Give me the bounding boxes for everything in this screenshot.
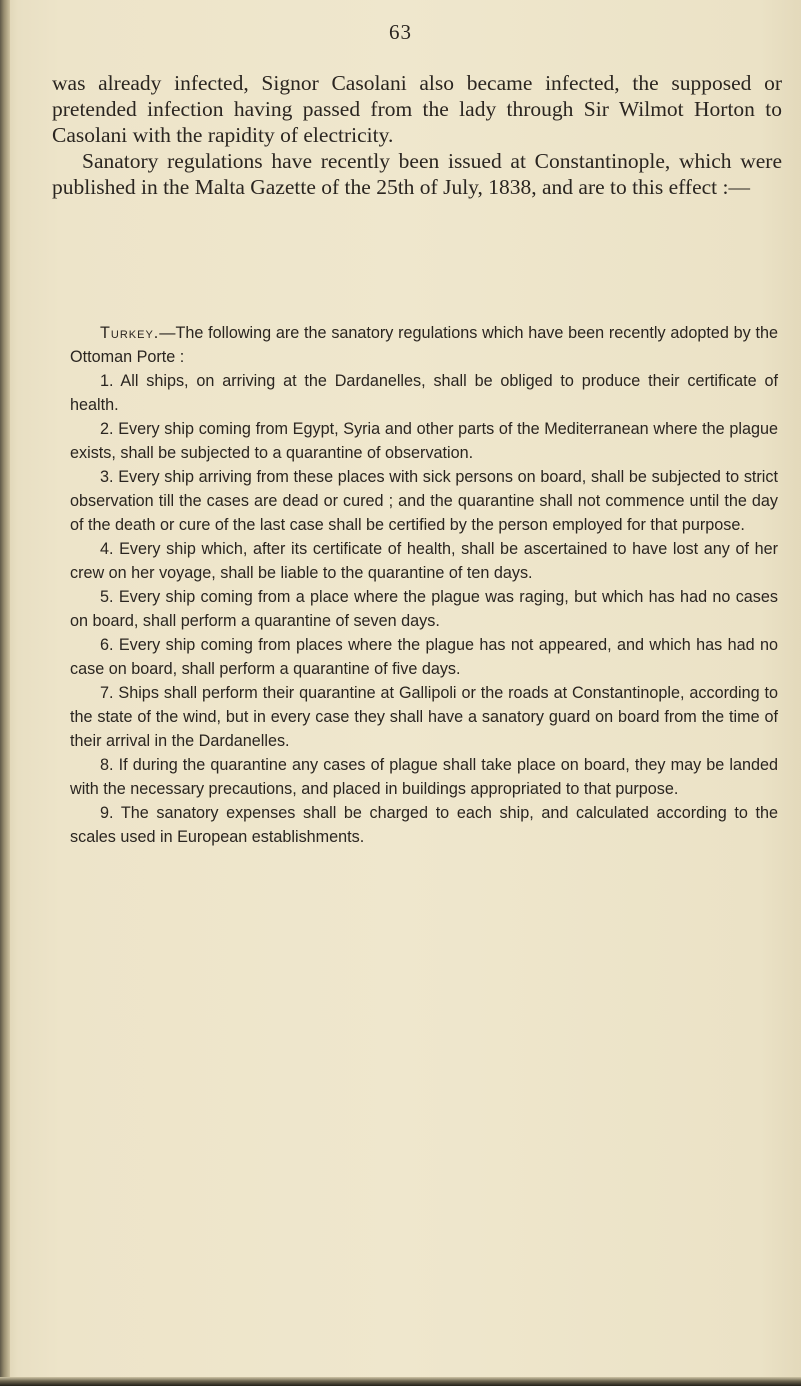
regulation-item: 2. Every ship coming from Egypt, Syria and other parts of the Mediterranean where the plague exists, shall be subjected to a quarantine of observation.: [70, 420, 778, 462]
regulation-item: 9. The sanatory expenses shall be charged to each ship, and calculated according to the scales used in European establishments.: [70, 804, 778, 846]
regulation-item: 5. Every ship coming from a place where the plague was raging, but which has had no cases on board, shall perform a quarantine of seven days.: [70, 588, 778, 630]
regulation-item: 4. Every ship which, after its certificate of health, shall be ascertained to have lost any of her crew on her voyage, shall be liable to the quarantine of ten days.: [70, 540, 778, 582]
intro-paragraph-2: Sanatory regulations have recently been issued at Constantinople, which were published in the Malta Gazette of the 25th of July, 1838, and are to this effect :—: [52, 149, 782, 199]
regulation-item: 8. If during the quarantine any cases of plague shall take place on board, they may be landed with the necessary precautions, and placed in buildings appropriated to that purpose.: [70, 756, 778, 798]
page-binding-edge: [0, 0, 10, 1386]
regulations-heading: Turkey.: [100, 324, 160, 342]
regulation-item: 1. All ships, on arriving at the Dardanelles, shall be obliged to produce their certificate of health.: [70, 372, 778, 414]
intro-paragraph-1: was already infected, Signor Casolani also became infected, the supposed or pretended infection having passed from the lady through Sir Wilmot Horton to Casolani with the rapidity of electricity.: [52, 71, 782, 147]
intro-text: [52, 70, 782, 200]
regulation-item: 7. Ships shall perform their quarantine at Gallipoli or the roads at Constantinople, according to the state of the wind, but in every case they shall have a sanatory guard on board from the time of their arrival in the Dardanelles.: [70, 684, 778, 750]
page-bottom-edge: [0, 1377, 801, 1386]
page-number: 63: [389, 20, 412, 44]
regulation-item: 3. Every ship arriving from these places with sick persons on board, shall be subjected to strict observation till the cases are dead or cured ; and the quarantine shall not commence until the day of the death or cure of the last case shall be certified by the person employed for that purpose.: [70, 468, 778, 534]
regulation-item: 6. Every ship coming from places where the plague has not appeared, and which has had no case on board, shall perform a quarantine of five days.: [70, 636, 778, 678]
regulations-lead-text: —The following are the sanatory regulations which have been recently adopted by the Ottoman Porte :: [70, 324, 778, 366]
quoted-regulations: [70, 321, 778, 849]
regulations-lead: [70, 321, 778, 369]
